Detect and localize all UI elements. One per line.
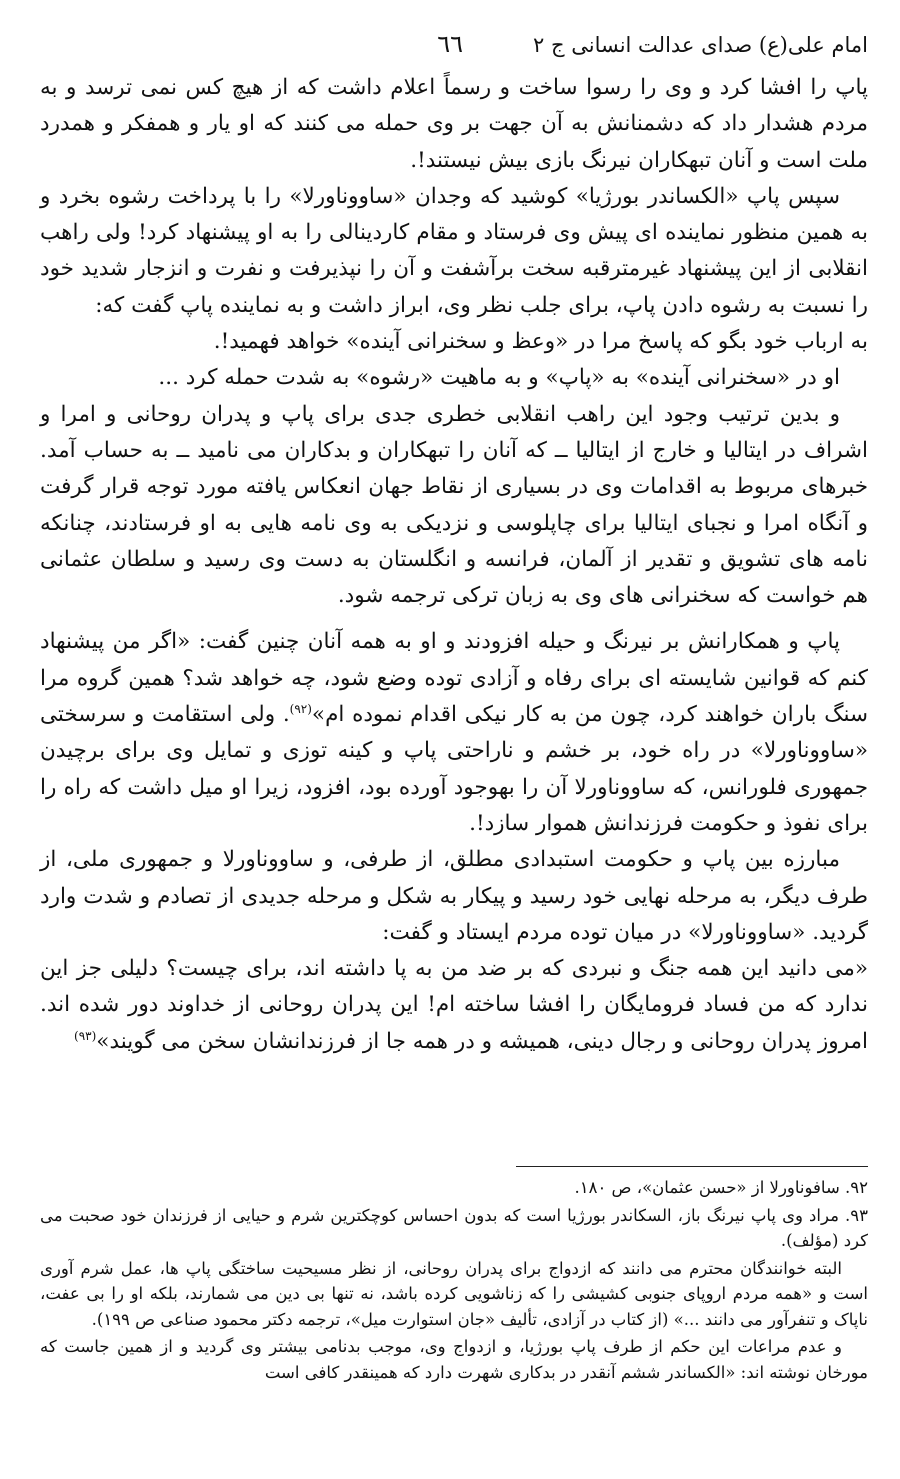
paragraph-7: مبارزه بین پاپ و حکومت استبدادی مطلق، از طرفی، و ساووناورلا و جمهوری ملی، از طرف دیگر، به مرحله نهایی خود رسید و پیکار به شکل و مرحله جدیدی از تصادم و شدت وارد گردید. «ساووناورلا» در میان توده مردم ایستاد و گفت: <box>40 847 868 945</box>
paragraph-6-text-a: پاپ و همکارانش بر نیرنگ و حیله افزودند و او به همه آنان چنین گفت: «اگر من پیشنهاد کنم که قوانین شایسته ای برای رفاه و آزادی توده وضع شود، چه خواهد شد؟ همین گروه مرا سنگ باران خواهند کرد، چون من به کار نیکی اقدام نموده ام» <box>40 629 868 728</box>
running-title: امام علی(ع) صدای عدالت انسانی ج ۲ <box>533 33 868 57</box>
paragraph-3: به ارباب خود بگو که پاسخ مرا در «وعظ و سخنرانی آینده» خواهد فهمید!. <box>213 329 868 355</box>
paragraph-4: او در «سخنرانی آینده» به «پاپ» و به ماهیت «رشوه» به شدت حمله کرد ... <box>158 365 840 391</box>
page-number: ٦٦ <box>437 30 464 58</box>
footnote-ref-92: (۹۲) <box>289 701 312 716</box>
main-text <box>40 70 868 1060</box>
running-header <box>40 30 868 70</box>
paragraph-5: و بدین ترتیب وجود این راهب انقلابی خطری جدی برای پاپ و پدران روحانی و امرا و اشراف در ایتالیا و خارج از ایتالیا ــ که آنان را تبهکاران و بدکاران می نامید ــ به حساب آمد. خبرهای مربوط به اقدامات وی در بسیاری از نقاط جهان انعکاس یافته مورد توجه قرار گرفت و آنگاه امرا و نجبای ایتالیا برای چاپلوسی و نزدیکی به وی نامه هایی به او فرستادند، چنانکه نامه های تشویق و تقدیر از آلمان، فرانسه و انگلستان به دست وی رسید و سلطان عثمانی هم خواست که سخنرانی های وی به زبان ترکی ترجمه شود. <box>40 401 868 609</box>
paragraph-2: سپس پاپ «الکساندر بورژیا» کوشید که وجدان «ساووناورلا» را با پرداخت رشوه بخرد و به همین منظور نماینده ای پیش وی فرستاد و مقام کاردینالی را به او پیشنهاد کرد! ولی راهب انقلابی از این پیشنهاد غیرمترقبه سخت برآشفت و آن را نپذیرفت و نفرت و انزجار شدید خود را نسبت به رشوه دادن پاپ، برای جلب نظر وی، ابراز داشت و به نماینده پاپ گفت که: <box>40 183 868 318</box>
paragraph-6-text-b: . ولی استقامت و سرسختی «ساووناورلا» در راه خود، بر خشم و ناراحتی پاپ و کینه توزی و تمایل وی برای برچیدن جمهوری فلورانس، که ساووناورلا آن را بهوجود آورده بود، افزود، زیرا او میل داشت که راه را برای نفوذ و حکومت فرزندانش هموار سازد!. <box>40 702 868 836</box>
paragraph-8-text: «می دانید این همه جنگ و نبردی که بر ضد من به پا داشته اند، برای چیست؟ دلیلی جز این ندارد که من فساد فرومایگان را افشا ساخته ام! این پدران روحانی از خداوند دور شده اند. امروز پدران روحانی و رجال دینی، همیشه و در همه جا از فرزندانشان سخن می گویند» <box>40 956 868 1054</box>
footnote-note-2: و عدم مراعات این حکم از طرف پاپ بورژیا، و ازدواج وی، موجب بدنامی بیشتر وی گردید و از همین جاست که مورخان نوشته اند: «الکساندر ششم آنقدر در بدکاری شهرت دارد که همینقدر کافی است <box>40 1337 868 1382</box>
paragraph-8 <box>40 951 868 1060</box>
footnotes-section <box>40 1166 868 1387</box>
paragraph-6 <box>40 624 868 842</box>
footnote-93: ۹۳. مراد وی پاپ نیرنگ باز، السکاندر بورژیا است که بدون احساس کوچکترین شرم و حیایی از فرزندان خود صحبت می کرد (مؤلف). <box>40 1205 868 1250</box>
footnote-92: ۹۲. سافوناورلا از «حسن عثمان»، ص ۱۸۰. <box>574 1178 868 1197</box>
book-page <box>40 30 868 1060</box>
paragraph-1: پاپ را افشا کرد و وی را رسوا ساخت و رسماً اعلام داشت که از هیچ کس نمی ترسد و به مردم هشدار داد که دشمنانش به آن جهت بر وی حمله می کنند که او یار و همفکر و همدرد ملت است و آنان تبهکاران نیرنگ بازی بیش نیستند!. <box>40 75 868 173</box>
footnote-note-1: البته خوانندگان محترم می دانند که ازدواج برای پدران روحانی، از نظر مسیحیت ساختگی پاپ ها، عمل شرم آوری است و «همه مردم اروپای جنوبی کشیشی را که زناشویی کرده باشد، نه تنها بی دین می شمارند، بلکه او را بی عفت، ناپاک و تنفرآور می دانند ...» (از کتاب در آزادی، تألیف «جان استوارت میل»، ترجمه دکتر محمود صناعی ص ۱۹۹). <box>40 1258 868 1329</box>
footnote-ref-93: (۹۳) <box>74 1028 97 1043</box>
footnotes-text <box>40 1175 868 1385</box>
footnote-divider <box>516 1166 868 1167</box>
